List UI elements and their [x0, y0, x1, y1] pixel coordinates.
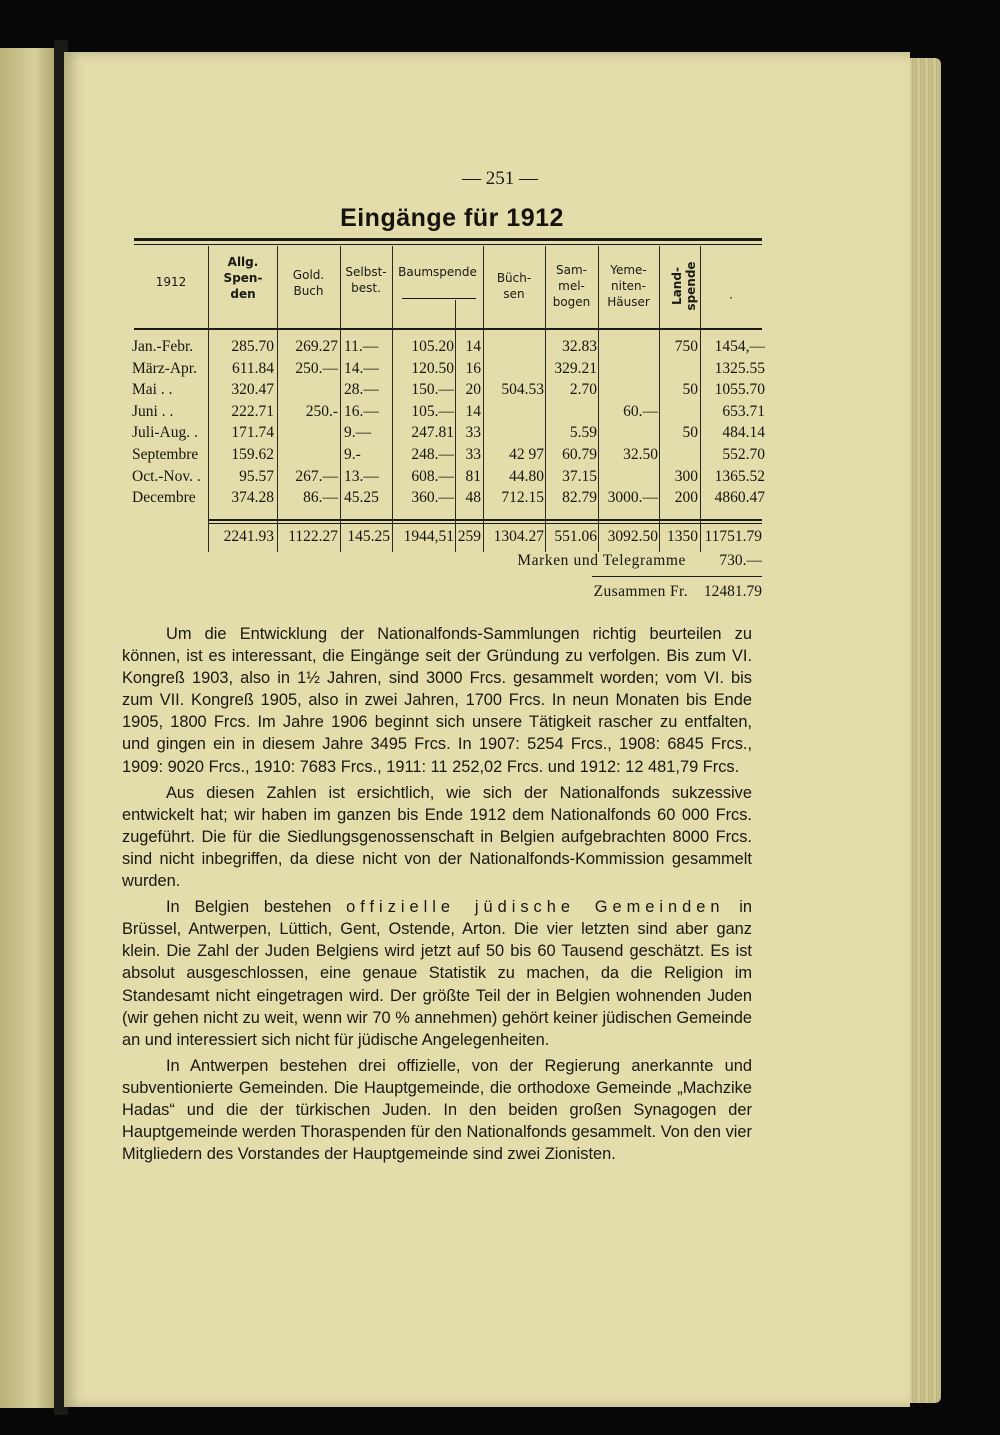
table-top-rule: [134, 238, 762, 241]
cell-sammel: 2.70: [569, 381, 597, 399]
cell-buechsen: 712.15: [501, 489, 544, 507]
cell-land: 200: [674, 489, 698, 507]
cell-land: 750: [674, 338, 698, 355]
paragraph: Um die Entwicklung der Nationalfonds-Sammlungen richtig beurteilen zu können, ist es interessant, die Eingänge seit der Gründung zu verfolgen. Bis zum VI. Kongreß 1903, also in 1½ Jahren, sind 3000 Frcs. gesammelt worden; vom VI. bis zum VII. Kongreß 1905, also in zwei Jahren, 1700 Frcs. In neun Monaten bis Ende 1905, 1800 Frcs. Im Jahre 1906 beginnt sich unsere Tätigkeit rascher zu entfalten, und gingen ein in diesem Jahre 3495 Frcs. In 1907: 5254 Frcs., 1908: 6845 Frcs., 1909: 9020 Frcs., 1910: 7683 Frcs., 1911: 11 252,02 Frcs. und 1912: 12 481,79 Frcs.: [122, 625, 752, 776]
marken-label: Marken und Telegramme: [517, 552, 686, 569]
page-title: Eingänge für 1912: [340, 204, 564, 232]
total-baum: 1944,51: [403, 528, 454, 545]
cell-land: 300: [674, 467, 698, 485]
cell-buechsen: 42 97: [509, 446, 544, 463]
cell-allg: 95.57: [239, 467, 274, 485]
zusammen-label: Zusammen Fr.: [593, 583, 688, 600]
cell-land: 50: [682, 424, 698, 442]
header-bottom-rule: [134, 328, 762, 330]
cell-allg: 374.28: [231, 489, 274, 507]
total-gold: 1122.27: [288, 528, 338, 545]
header-buechsen: Büch- sen: [496, 271, 532, 301]
header-land: Land- spende: [670, 261, 698, 311]
header-allg: Allg. Spen- den: [223, 255, 263, 301]
cell-sammel: 32.83: [562, 338, 597, 355]
cell-month: Oct.-Nov. .: [132, 467, 201, 485]
cell-baum-n: 48: [465, 489, 481, 507]
cell-allg: 320.47: [231, 381, 274, 399]
header-gold: Gold. Buch: [292, 268, 325, 298]
sum-rule-thin: [208, 523, 762, 524]
cell-selbst: 45.25: [344, 489, 379, 507]
paragraph: Aus diesen Zahlen ist ersichtlich, wie sich der Nationalfonds sukzessive entwickelt hat; wir haben im ganzen bis Ende 1912 dem Nationalfonds 60 000 Frcs. zugeführt. Die für die Siedlungsgenossenschaft in Belgien aufgebrachten 8000 Frcs. sind nicht inbegriffen, da diese nicht von der Nationalfonds-Kommission gesammelt wurden.: [122, 783, 752, 891]
cell-yemen: 3000.—: [607, 489, 658, 507]
paragraph-text: In Belgien bestehen: [166, 898, 332, 917]
cell-gold: 269.27: [295, 338, 338, 355]
total-allg: 2241.93: [223, 528, 274, 545]
cell-selbst: 9.-: [344, 446, 361, 463]
cell-baum: 105.—: [411, 402, 454, 420]
cell-allg: 159.62: [231, 446, 274, 463]
cell-month: März-Apr.: [132, 359, 197, 377]
header-sammel: Sam- mel- bogen: [552, 263, 591, 309]
cell-selbst: 13.—: [344, 467, 379, 485]
cell-total: 1055.70: [714, 381, 765, 399]
previous-page-edge: [0, 48, 58, 1408]
cell-baum-n: 20: [465, 381, 481, 399]
cell-sammel: 5.59: [569, 424, 597, 442]
header-baum: Baumspende: [398, 265, 477, 279]
cell-sammel: 60.79: [562, 446, 597, 463]
cell-baum-n: 14: [465, 402, 481, 420]
cell-baum: 105.20: [411, 338, 454, 355]
cell-baum: 120.50: [411, 359, 454, 377]
cell-sammel: 82.79: [562, 489, 597, 507]
cell-allg: 171.74: [231, 424, 274, 442]
header-land-wrap: [664, 256, 704, 316]
cell-baum: 608.—: [411, 467, 454, 485]
cell-selbst: 9.—: [344, 424, 372, 442]
total-selbst: 145.25: [347, 528, 390, 545]
cell-selbst: 28.—: [344, 381, 379, 399]
cell-total: 4860.47: [714, 489, 765, 507]
cell-selbst: 11.—: [344, 338, 379, 355]
cell-gold: 267.—: [295, 467, 338, 485]
cell-buechsen: 504.53: [501, 381, 544, 399]
cell-baum: 248.—: [411, 446, 454, 463]
header-total: ·: [729, 291, 733, 305]
cell-month: Mai . .: [132, 381, 173, 399]
cell-gold: 250.—: [295, 359, 338, 377]
emphasized-text: offizielle jüdische Gemeinden: [346, 898, 725, 917]
paragraph: In Antwerpen bestehen drei offizielle, von der Regierung anerkannte und subventionierte Gemeinden. Die Hauptgemeinde, die orthodoxe Gemeinde „Machzike Hadas“ und die der türkischen Juden. In den beiden großen Synagogen der Hauptgemeinde werden Thoraspenden für den Nationalfonds gesammelt. Von den vier Mitgliedern des Vorstandes der Hauptgemeinde sind zwei Zionisten.: [122, 1056, 752, 1164]
cell-allg: 285.70: [231, 338, 274, 355]
cell-buechsen: 44.80: [509, 467, 544, 485]
header-selbst: Selbst- best.: [345, 265, 387, 295]
marken-rule: [592, 576, 762, 577]
cell-total: 653.71: [722, 402, 765, 420]
cell-total: 484.14: [722, 424, 765, 442]
cell-baum-n: 81: [465, 467, 481, 485]
paragraph: [122, 896, 752, 1051]
cell-allg: 611.84: [231, 359, 274, 377]
cell-sammel: 329.21: [554, 359, 597, 377]
cell-month: Jan.-Febr.: [132, 338, 194, 355]
cell-selbst: 16.—: [344, 402, 379, 420]
marken-value: 730.—: [719, 552, 762, 569]
cell-baum: 360.—: [411, 489, 454, 507]
total-sum: 11751.79: [704, 528, 762, 545]
baum-sub-rule: [402, 298, 476, 299]
total-baum-count: 259: [457, 528, 481, 545]
cell-month: Decembre: [132, 489, 196, 507]
total-sammel: 551.06: [554, 528, 597, 545]
cell-total: 1454,—: [714, 338, 765, 355]
cell-allg: 222.71: [231, 402, 274, 420]
header-yemen: Yeme- niten- Häuser: [607, 263, 650, 309]
cell-baum-n: 33: [465, 446, 481, 463]
paragraph-text: in Brüssel, Antwerpen, Lüttich, Gent, Ostende, Arton. Die vier letzten sind aber ganz klein. Die Zahl der Juden Belgiens wird jetzt auf 50 bis 60 Tausend geschätzt. Es ist absolut ausgeschlossen, eine genaue Statistik zu machen, da die Religion im Standesamt nicht eingetragen wird. Der größte Teil der in Belgien wohnenden Juden (wir gehen nicht zu weit, wenn wir 70 % annehmen) gehört keiner jüdischen Gemeinde an und interessiert sich nicht für jüdische Angelegenheiten.: [122, 898, 753, 1049]
cell-yemen: 60.—: [623, 402, 658, 420]
cell-month: Juli-Aug. .: [132, 424, 198, 442]
cell-gold: 86.—: [303, 489, 338, 507]
cell-total: 1365.52: [714, 467, 765, 485]
cell-land: 50: [682, 381, 698, 399]
cell-baum-n: 14: [465, 338, 481, 355]
header-year: 1912: [155, 275, 187, 289]
cell-sammel: 37.15: [562, 467, 597, 485]
cell-month: Septembre: [132, 446, 199, 463]
page-stack-edges: [905, 58, 941, 1403]
cell-total: 1325.55: [714, 359, 765, 377]
table-top-rule-thin: [134, 244, 762, 245]
cell-baum-n: 33: [465, 424, 481, 442]
zusammen-value: 12481.79: [703, 583, 762, 600]
cell-total: 552.70: [722, 446, 765, 463]
cell-baum-n: 16: [465, 359, 481, 377]
cell-gold: 250.-: [305, 402, 338, 420]
total-buechsen: 1304.27: [493, 528, 544, 545]
body-text: [122, 623, 752, 1169]
total-land: 1350: [667, 528, 698, 545]
total-yemen: 3092.50: [607, 528, 658, 545]
cell-baum: 150.—: [411, 381, 454, 399]
cell-yemen: 32.50: [623, 446, 658, 463]
cell-baum: 247.81: [411, 424, 454, 442]
cell-selbst: 14.—: [344, 359, 379, 377]
page-number: — 251 —: [462, 168, 538, 189]
sum-rule: [208, 519, 762, 521]
cell-month: Juni . .: [132, 402, 174, 420]
